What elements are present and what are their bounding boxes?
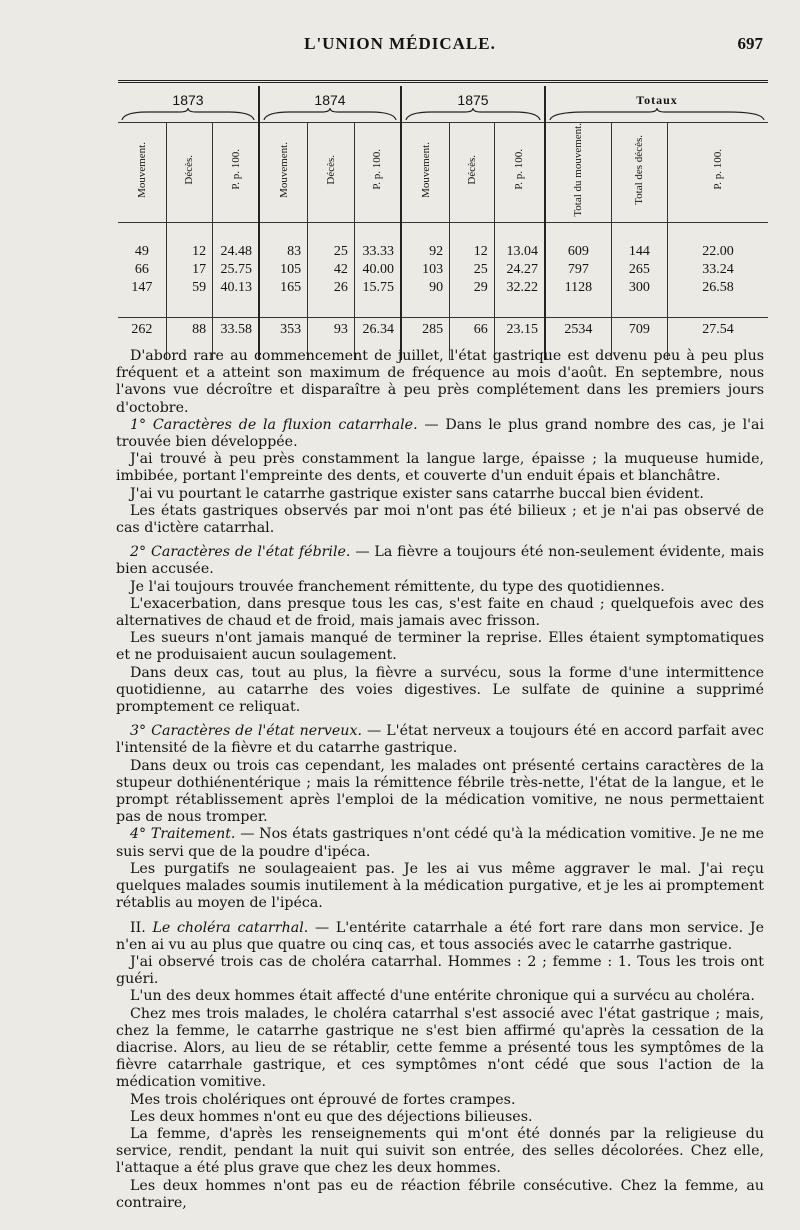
- col-total-deces: Total des décès.: [611, 123, 667, 223]
- paragraph: Les purgatifs ne soulageaient pas. Je les ai vus même aggraver le mal. J'ai reçu quelques malades soumis inutilement à la médication purgative, et je les ai promptement rétablis au moyen de l'ipéca.: [116, 860, 764, 912]
- col-mouvement-1873: Mouvement.: [118, 123, 166, 223]
- col-pct-1875: P. p. 100.: [494, 123, 545, 223]
- paragraph: La femme, d'après les renseignements qui m'ont été donnés par la religieuse du service, rendit, pendant la nuit qui suivit son entrée, des selles décolorées. Chez elle, l'attaque a été plus grave que chez les deux hommes.: [116, 1125, 764, 1177]
- paragraph: Les deux hommes n'ont pas eu de réaction fébrile consécutive. Chez la femme, au contraire,: [116, 1177, 764, 1211]
- section-paragraph: II. Le choléra catarrhal. — L'entérite catarrhale a été fort rare dans mon service. Je n'en ai vu au plus que quatre ou cinq cas, et tous associés avec le catarrhe gastrique.: [116, 919, 764, 953]
- section-paragraph: 4° Traitement. — Nos états gastriques n'ont cédé qu'à la médication vomitive. Je ne me suis servi que de la poudre d'ipéca.: [116, 826, 764, 860]
- spacer-row: [118, 297, 768, 318]
- paragraph: J'ai trouvé à peu près constamment la langue large, épaisse ; la muqueuse humide, imbibée, portant l'empreinte des dents, et couverte d'un enduit épais et blanchâtre.: [116, 451, 764, 485]
- brace-1875: [401, 108, 545, 123]
- table-row: 147 59 40.13 165 26 15.75 90 29 32.22 1128 300 26.58: [118, 279, 768, 297]
- paragraph: J'ai vu pourtant le catarrhe gastrique exister sans catarrhe buccal bien évident.: [130, 485, 704, 502]
- statistics-table: [118, 80, 768, 360]
- paragraph: Chez mes trois malades, le choléra catarrhal s'est associé avec l'état gastrique ; mais, chez la femme, le catarrhe gastrique ne s'est bien affirmé qu'après la cessation de la diacrise. Alors, au lieu de se rétablir, cette femme a présenté tous les symptômes de la fièvre catarrhale gastrique, et ces symptômes n'ont cédé que sous l'action de la médication vomitive.: [116, 1005, 764, 1091]
- section-paragraph: 3° Caractères de l'état nerveux. — L'état nerveux a toujours été en accord parfait avec l'intensité de la fièvre et du catarrhe gastrique.: [116, 723, 764, 757]
- col-pct-1873: P. p. 100.: [213, 123, 259, 223]
- col-mouvement-1875: Mouvement.: [401, 123, 450, 223]
- brace-row: [118, 108, 768, 123]
- table-row: 49 12 24.48 83 25 33.33 92 12 13.04 609 144 22.00: [118, 243, 768, 261]
- section-title: 1° Caractères de la fluxion catarrhale.: [130, 416, 418, 433]
- year-1875: 1875: [401, 86, 545, 108]
- paragraph: Les états gastriques observés par moi n'ont pas été bilieux ; et je n'ai pas observé de cas d'ictère catarrhal.: [116, 502, 764, 537]
- year-1874: 1874: [259, 86, 401, 108]
- article-body: [116, 348, 764, 1212]
- page-header: [0, 34, 800, 58]
- paragraph: Les sueurs n'ont jamais manqué de terminer la reprise. Elles étaient symptomatiques et ne produisaient aucun soulagement.: [116, 630, 764, 664]
- spacer-row: [118, 222, 768, 243]
- running-title: L'UNION MÉDICALE.: [304, 34, 496, 53]
- paragraph: D'abord rare au commencement de juillet, l'état gastrique est devenu peu à peu plus fréquent et a atteint son maximum de fréquence au mois d'août. En septembre, nous l'avons vue décroître et disparaître à peu près complétement dans les premiers jours d'octobre.: [116, 348, 764, 416]
- paragraph: Dans deux cas, tout au plus, la fièvre a survécu, sous la forme d'une intermittence quotidienne, au catarrhe des voies digestives. Le sulfate de quinine a supprimé promptement ce reliquat.: [116, 664, 764, 716]
- page-number: 697: [737, 34, 763, 53]
- col-deces-1875: Décès.: [450, 123, 495, 223]
- paragraph: L'un des deux hommes était affecté d'une entérite chronique qui a survécu au choléra.: [130, 988, 755, 1005]
- section-title: Le choléra catarrhal.: [152, 919, 309, 936]
- col-deces-1874: Décès.: [308, 123, 355, 223]
- paragraph: Mes trois cholériques ont éprouvé de fortes crampes.: [130, 1091, 516, 1108]
- table-sum-row: 262 88 33.58 353 93 26.34 285 66 23.15 2534 709 27.54: [118, 317, 768, 342]
- brace-1873: [118, 108, 259, 123]
- brace-totals: [545, 108, 768, 123]
- paragraph: Dans deux ou trois cas cependant, les malades ont présenté certains caractères de la stupeur dothiénentérique ; mais la rémittence fébrile très-nette, l'état de la langue, et le prompt rétablissement après l'emploi de la médication vomitive, ne nous permettaient pas de nous tromper.: [116, 757, 764, 826]
- col-mouvement-1874: Mouvement.: [259, 123, 308, 223]
- year-1873: 1873: [172, 92, 204, 108]
- paragraph: Je l'ai toujours trouvée franchement rémittente, du type des quotidiennes.: [130, 578, 665, 595]
- section-title: 4° Traitement.: [130, 826, 236, 843]
- table-row: 66 17 25.75 105 42 40.00 103 25 24.27 797 265 33.24: [118, 261, 768, 279]
- col-total-mouvement: Total du mouvement.: [545, 123, 611, 223]
- col-deces-1873: Décès.: [166, 123, 212, 223]
- section-title: 2° Caractères de l'état fébrile.: [130, 544, 351, 561]
- section-paragraph: 2° Caractères de l'état fébrile. — La fièvre a toujours été non-seulement évidente, mais bien accusée.: [116, 544, 764, 578]
- column-header-row: [118, 123, 768, 223]
- paragraph: L'exacerbation, dans presque tous les cas, s'est faite en chaud ; quelquefois avec des alternatives de chaud et de froid, mais jamais avec frisson.: [116, 595, 764, 630]
- col-pct-1874: P. p. 100.: [354, 123, 401, 223]
- statistics-table-container: [118, 80, 762, 360]
- paragraph: Les deux hommes n'ont eu que des déjections bilieuses.: [130, 1108, 533, 1125]
- section-paragraph: 1° Caractères de la fluxion catarrhale. — Dans le plus grand nombre des cas, je l'ai trouvée bien développée.: [116, 416, 765, 451]
- section-title: 3° Caractères de l'état nerveux.: [130, 723, 362, 740]
- col-total-pct: P. p. 100.: [668, 123, 768, 223]
- brace-1874: [259, 108, 401, 123]
- totals-header: Totaux: [545, 86, 768, 108]
- paragraph: J'ai observé trois cas de choléra catarrhal. Hommes : 2 ; femme : 1. Tous les trois ont guéri.: [116, 953, 764, 988]
- year-header-row: [118, 86, 768, 108]
